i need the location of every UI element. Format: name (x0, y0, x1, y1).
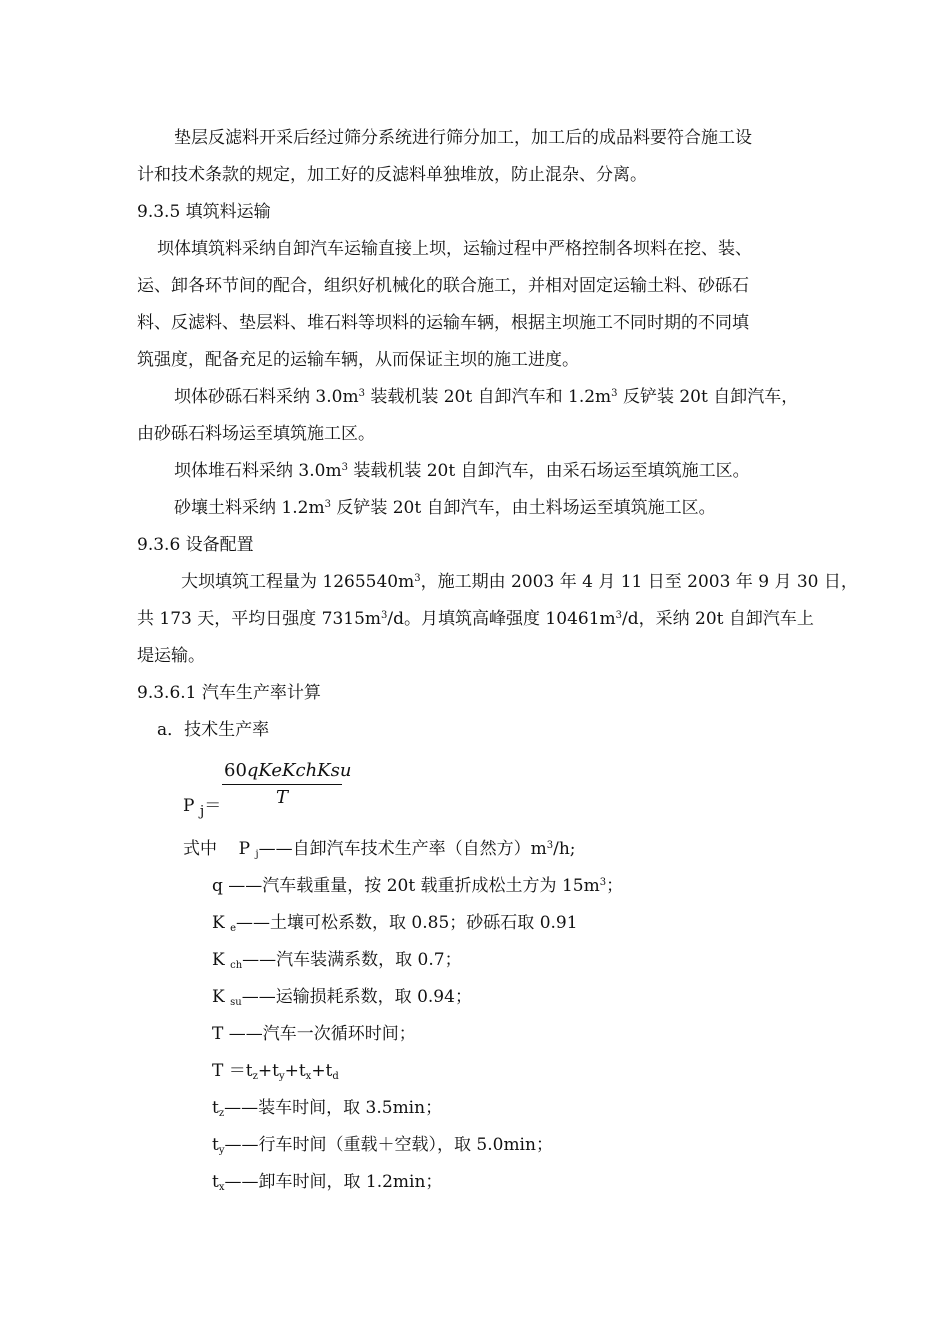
paragraph-rockfill: 坝体堆石料采纳 $3.0m^3$ 装载机装 20t 自卸汽车，由采石场运至填筑施工区。 (174, 461, 750, 481)
paragraph-transport-line-2: 运、卸各环节间的配合，组织好机械化的联合施工，并相对固定运输土料、砂砾石 (137, 276, 749, 296)
paragraph-equipment-line-1: 大坝填筑工程量为 $1265540m^3$，施工期由 2003 年 4 月 11 日至 2003 年 9 月 30 日， (181, 572, 858, 592)
definition-q: q ——汽车载重量，按 20t 载重折成松土方为 $15m^3$； (212, 876, 624, 896)
paragraph-transport-line-3: 料、反滤料、垫层料、堆石料等坝料的运输车辆，根据主坝施工不同时期的不同填 (137, 313, 749, 333)
formula-fraction-bar (222, 784, 342, 785)
definition-ty: $t_y——$行车时间（重载＋空载），取 5.0min； (212, 1135, 553, 1156)
definition-tx: $t_x——$卸车时间，取 1.2min； (212, 1172, 443, 1193)
formula-denominator: T (276, 787, 289, 808)
paragraph-sandy-loam: 砂壤土料采纳 $1.2m^3$ 反铲装 20t 自卸汽车，由土料场运至填筑施工区。 (174, 498, 716, 518)
paragraph-equipment-line-2: 共 173 天，平均日强度 $7315m^3/d$。月填筑高峰强度 $10461m^3/d$，采纳 20t 自卸汽车上 (137, 609, 814, 629)
definition-pj: 式中 P $_j$——自卸汽车技术生产率（自然方）$m^3/h$; (183, 839, 576, 860)
paragraph-transport-line-4: 筑强度，配备充足的运输车辆，从而保证主坝的施工进度。 (137, 350, 579, 370)
definition-ksu: K $_{su}$——运输损耗系数，取 0.94； (212, 987, 472, 1008)
definition-t: T ——汽车一次循环时间； (212, 1024, 416, 1044)
section-heading-9-3-6: 9.3.6 设备配置 (137, 535, 254, 555)
paragraph-filter-material-line-2: 计和技术条款的规定，加工好的反滤料单独堆放，防止混杂、分离。 (137, 165, 647, 185)
paragraph-equipment-line-3: 堤运输。 (137, 646, 205, 666)
section-heading-9-3-6-1: 9.3.6.1 汽车生产率计算 (137, 683, 321, 703)
formula-lhs: P $_j$＝ (183, 796, 222, 820)
subheading-technical-productivity: a．技术生产率 (157, 720, 270, 740)
paragraph-transport-line-1: 坝体填筑料采纳自卸汽车运输直接上坝，运输过程中严格控制各坝料在挖、装、 (157, 239, 752, 259)
paragraph-gravel-line-2: 由砂砾石料场运至填筑施工区。 (137, 424, 375, 444)
definition-kch: K $_{ch}$——汽车装满系数，取 0.7； (212, 950, 462, 971)
definition-tz: $t_z——$装车时间，取 3.5min； (212, 1098, 443, 1119)
definition-t-equation: $T =t_z+t_y+t_x+t_d$ (212, 1061, 339, 1082)
definition-ke: K $_e$——土壤可松系数，取 0.85；砂砾石取 0.91 (212, 913, 578, 934)
paragraph-filter-material-line-1: 垫层反滤料开采后经过筛分系统进行筛分加工，加工后的成品料要符合施工设 (174, 128, 752, 148)
section-heading-9-3-5: 9.3.5 填筑料运输 (137, 202, 271, 222)
paragraph-gravel-line-1: 坝体砂砾石料采纳 $3.0m^3$ 装载机装 20t 自卸汽车和 $1.2m^3$ 反铲装 20t 自卸汽车， (174, 387, 799, 407)
formula-numerator: 60qKeKchKsu (224, 760, 352, 781)
